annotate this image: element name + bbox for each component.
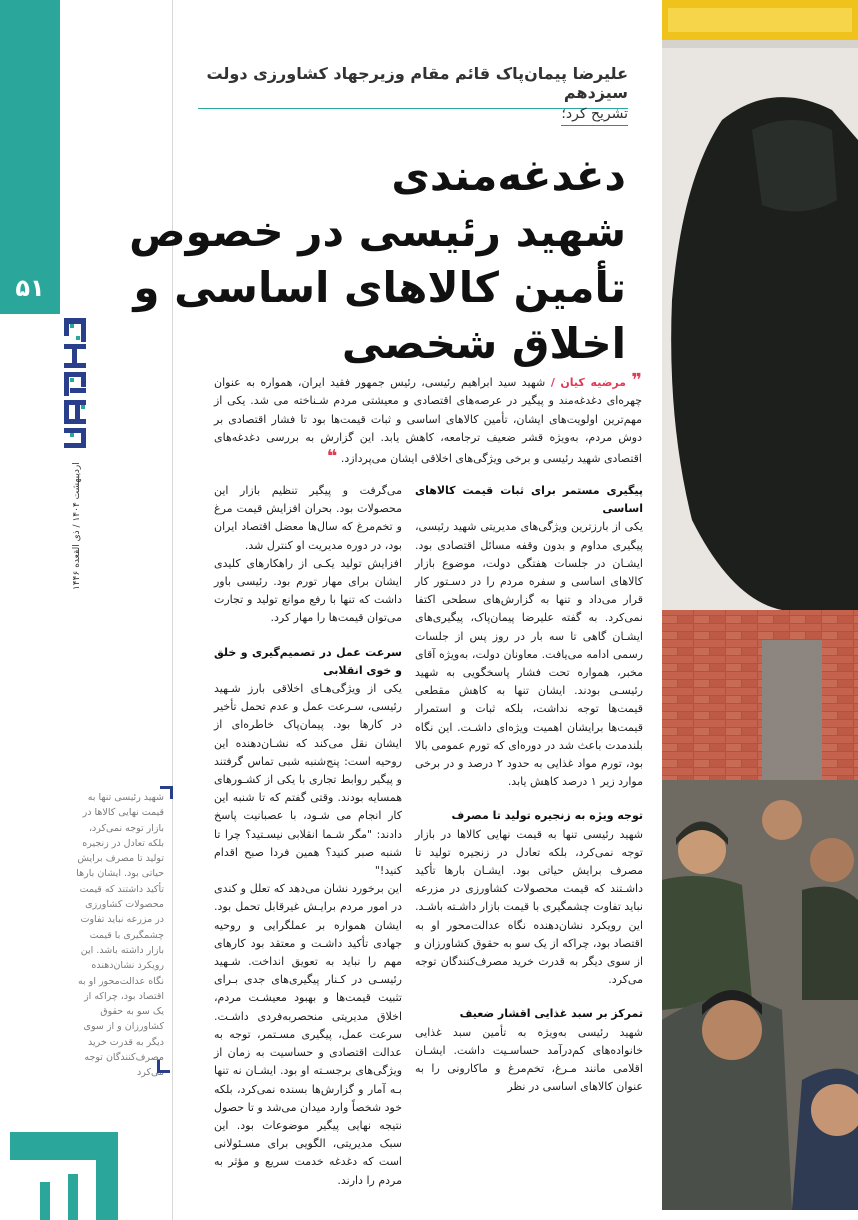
paragraph: یکی از ویژگی‌هـای اخلاقی بارز شـهید رئیسی، سـرعت عمل و عدم تحمل تأخیر در کارها بود. پیمان‌پاک خاطره‌ای از ایشان نقل می‌کند که نشـان‌دهنده این روحیه است: پنج‌شنبه شبی تماس گرفتند و پیگیر روابط تجاری با یکی از کشـورهای همسایه بودند. وقتی گفتم که تا شنبه این کار انجام می‌ شـود، با عصبانیت پاسخ دادند: "مگر شـما انقلابی نیسـتید؟ چرا تا شنبه صبر کنید؟ همین فردا صبح اقدام کنید!" xyxy=(214,682,402,878)
section-heading: تمرکز بر سبد غذایی اقشار ضعیف xyxy=(459,1007,643,1021)
quote-close-icon: ❝ xyxy=(326,445,338,467)
column-middle xyxy=(214,482,402,1190)
paragraph: افزایش تولید یکـی از راهکارهای کلیدی ایشان برای مهار تورم بود. رئیسی باور داشت که تنها با رفع موانع تولید و تجارت می‌توان قیمت‌ها را مهار کرد. xyxy=(214,556,402,625)
lead-text: شهید سید ابراهیم رئیسی، رئیس جمهور فقید ایران، همواره به عنوان چهره‌ای دغدغه‌مند و پیگیر در عرصه‌های اقتصادی و معیشتی مردم شـناخته می‌ شد. یکی از مهم‌ترین اولویت‌های ایشان، تأمین کالاهای اساسی و ثبات قیمت‌ها بود تا فشار اقتصادی بر دوش مردم، به‌ویژه قشر ضعیف ترجامعه، کاهش یابد. این گزارش به بررسی دغدغه‌های اقتصادی شهید رئیسی و برخی ویژگی‌های اخلاقی ایشان می‌پردازد. xyxy=(214,376,642,465)
author-name: مرضیه کیان xyxy=(560,376,626,389)
paragraph: می‌گرفت و پیگیر تنظیم بازار این محصولات بود. بحران افزایش قیمت مرغ و تخم‌مرغ که سال‌ها معضل اقتصاد ایران بود، در دوره مدیریت او کنترل شد. xyxy=(214,484,402,552)
paragraph: شهید رئیسی تنها به قیمت نهایی کالاها در بازار توجه نمی‌کرد، بلکه تعادل در زنجیره تولید تا مصرف برایش حیاتی بود. ایشـان بارها تأکید داشـتند که قیمت محصولات کشاورزی در مزرعه نباید تفاوت چشمگیری با قیمت بازار داشـته باشـد. این رویکرد نشان‌دهنده نگاه عدالت‌محور او به اقتصاد بود، چراکه از یک سو به حقوق کشاورزان و از سوی دیگر به قدرت خرید مصرف‌کنندگان توجه می‌کرد. xyxy=(415,827,643,987)
brand-logo-icon xyxy=(0,1122,130,1220)
pull-quote-bracket-bottom xyxy=(157,1060,170,1073)
section-heading: پیگیری مستمر برای ثبات قیمت کالاهای اساسی xyxy=(415,484,643,516)
column-right xyxy=(415,482,643,1097)
paragraph: این برخورد نشان می‌دهد که تعلل و کندی در امور مردم برایـش غیرقابل تحمل بود. ایشان همواره بر عملگرایی و روحیه جهادی تأکید داشـت و معتقد بود کارهای مهم را نباید به تعویق انداخت. شـهید رئیسـی در کـنار پیگیری‌های جدی بـرای تثبیت قیمت‌ها و بهبود معیشـت مردم، اخلاق مدیریتی منحصربه‌فردی داشـت. سرعت عمل، پیگیری مسـتمر، توجه به عدالت اقتصادی و حساسیت به زمان از ویژگی‌های برجسـته او بود. ایشـان نه تنها بـه آمار و گزارش‌ها بسنده نمی‌کرد، بلکه خود شخصاً وارد میدان می‌شد و تا حصول نتیجه نهایی پیگیر موضوعات بود. این سبک مدیریتی، الگویی برای مسـئولانی است که دغدغه خدمت سریع و مؤثر به مردم را دارند. xyxy=(214,882,402,1187)
page-number: ۵۱ xyxy=(0,262,60,314)
margin-line xyxy=(172,0,173,1220)
section-heading: توجه ویژه به زنجیره تولید تا مصرف xyxy=(451,809,643,823)
magazine-logo-icon xyxy=(62,316,88,454)
teal-bar xyxy=(0,0,60,262)
lead-paragraph xyxy=(214,372,642,468)
headline xyxy=(129,148,626,372)
headline-line: دغدغه‌مندی xyxy=(391,151,626,200)
article-photo xyxy=(662,0,858,1210)
paragraph: شهید رئیسی به‌ویژه به تأمین سبد غذایی خانواده‌های کم‌درآمد حساسـیت داشت. ایشـان اقلامی مانند مـرغ، تخم‌مرغ و ماکارونی را به عنوان کالاهای اساسی در نظر xyxy=(415,1025,643,1094)
intro-label: تشریح کرد؛ xyxy=(561,106,628,126)
headline-line: تأمین کالاهای اساسی و xyxy=(133,263,626,312)
headline-line: شهید رئیسی در خصوص xyxy=(129,207,626,256)
article-subtitle: علیرضا پیمان‌پاک قائم مقام وزیرجهاد کشاورزی دولت سیزدهم xyxy=(198,64,628,109)
quote-open-icon: ❞ xyxy=(631,370,642,391)
author-separator: / xyxy=(545,376,555,389)
headline-line: اخلاق شخصی xyxy=(341,319,626,368)
paragraph: یکی از بارزترین ویژگی‌های مدیریتی شهید رئیسی، پیگیری مداوم و بدون وقفه مسائل اقتصادی بود. ایشـان در جلسات هفتگی دولت، موضوع بازار کالاهای اساسی و سفره مردم را در دسـتور کار قرار می‌داد و تنها به گزارش‌های سطحی اکتفا نمی‌کرد. به گفته علیرضا پیمان‌پاک، پیگیری‌های ایشـان گاهی تا سه بار در روز پس از جلسات رسمی ادامه می‌یافت. معاونان دولت، به‌ویژه آقای مخبر، همواره تحت فشار پاسخگویی به شهید رئیسـی بودند. ایشان تنها به کاهش مقطعی قیمت‌ها توجه نداشت، بلکه ثبات و استمرار قیمت‌ها برایشان اهمیت ویژه‌ای داشـت. این نگاه بلندمدت باعث شد در دوره‌ای که تورم عمومی بالا بود، تورم مواد غذایی به حدود ۲ درصد و در برخی موارد زیر ۱ درصد کاهش یابد. xyxy=(415,520,644,789)
issue-date: اردیبهشت ۱۴۰۴ / ذی القعده ۱۴۴۶ xyxy=(72,462,82,590)
pull-quote: شهید رئیسی تنها به قیمت نهایی کالاها در بازار توجه نمی‌کرد، بلکه تعادل در زنجیره تولید تا مصرف برایش حیاتی بود. ایشان بارها تأکید داشتند که قیمت محصولات کشاورزی در مزرعه نباید تفاوت چشمگیری با قیمت بازار داشته باشد. این رویکرد نشان‌دهنده نگاه عدالت‌محور او به اقتصاد بود، چراکه از یک سو به حقوق کشاورزان و از سوی دیگر به قدرت خرید مصرف‌کنندگان توجه می‌کرد xyxy=(76,792,164,1079)
section-heading: سرعت عمل در تصمیم‌گیری و خلق و خوی انقلابی xyxy=(214,645,402,677)
